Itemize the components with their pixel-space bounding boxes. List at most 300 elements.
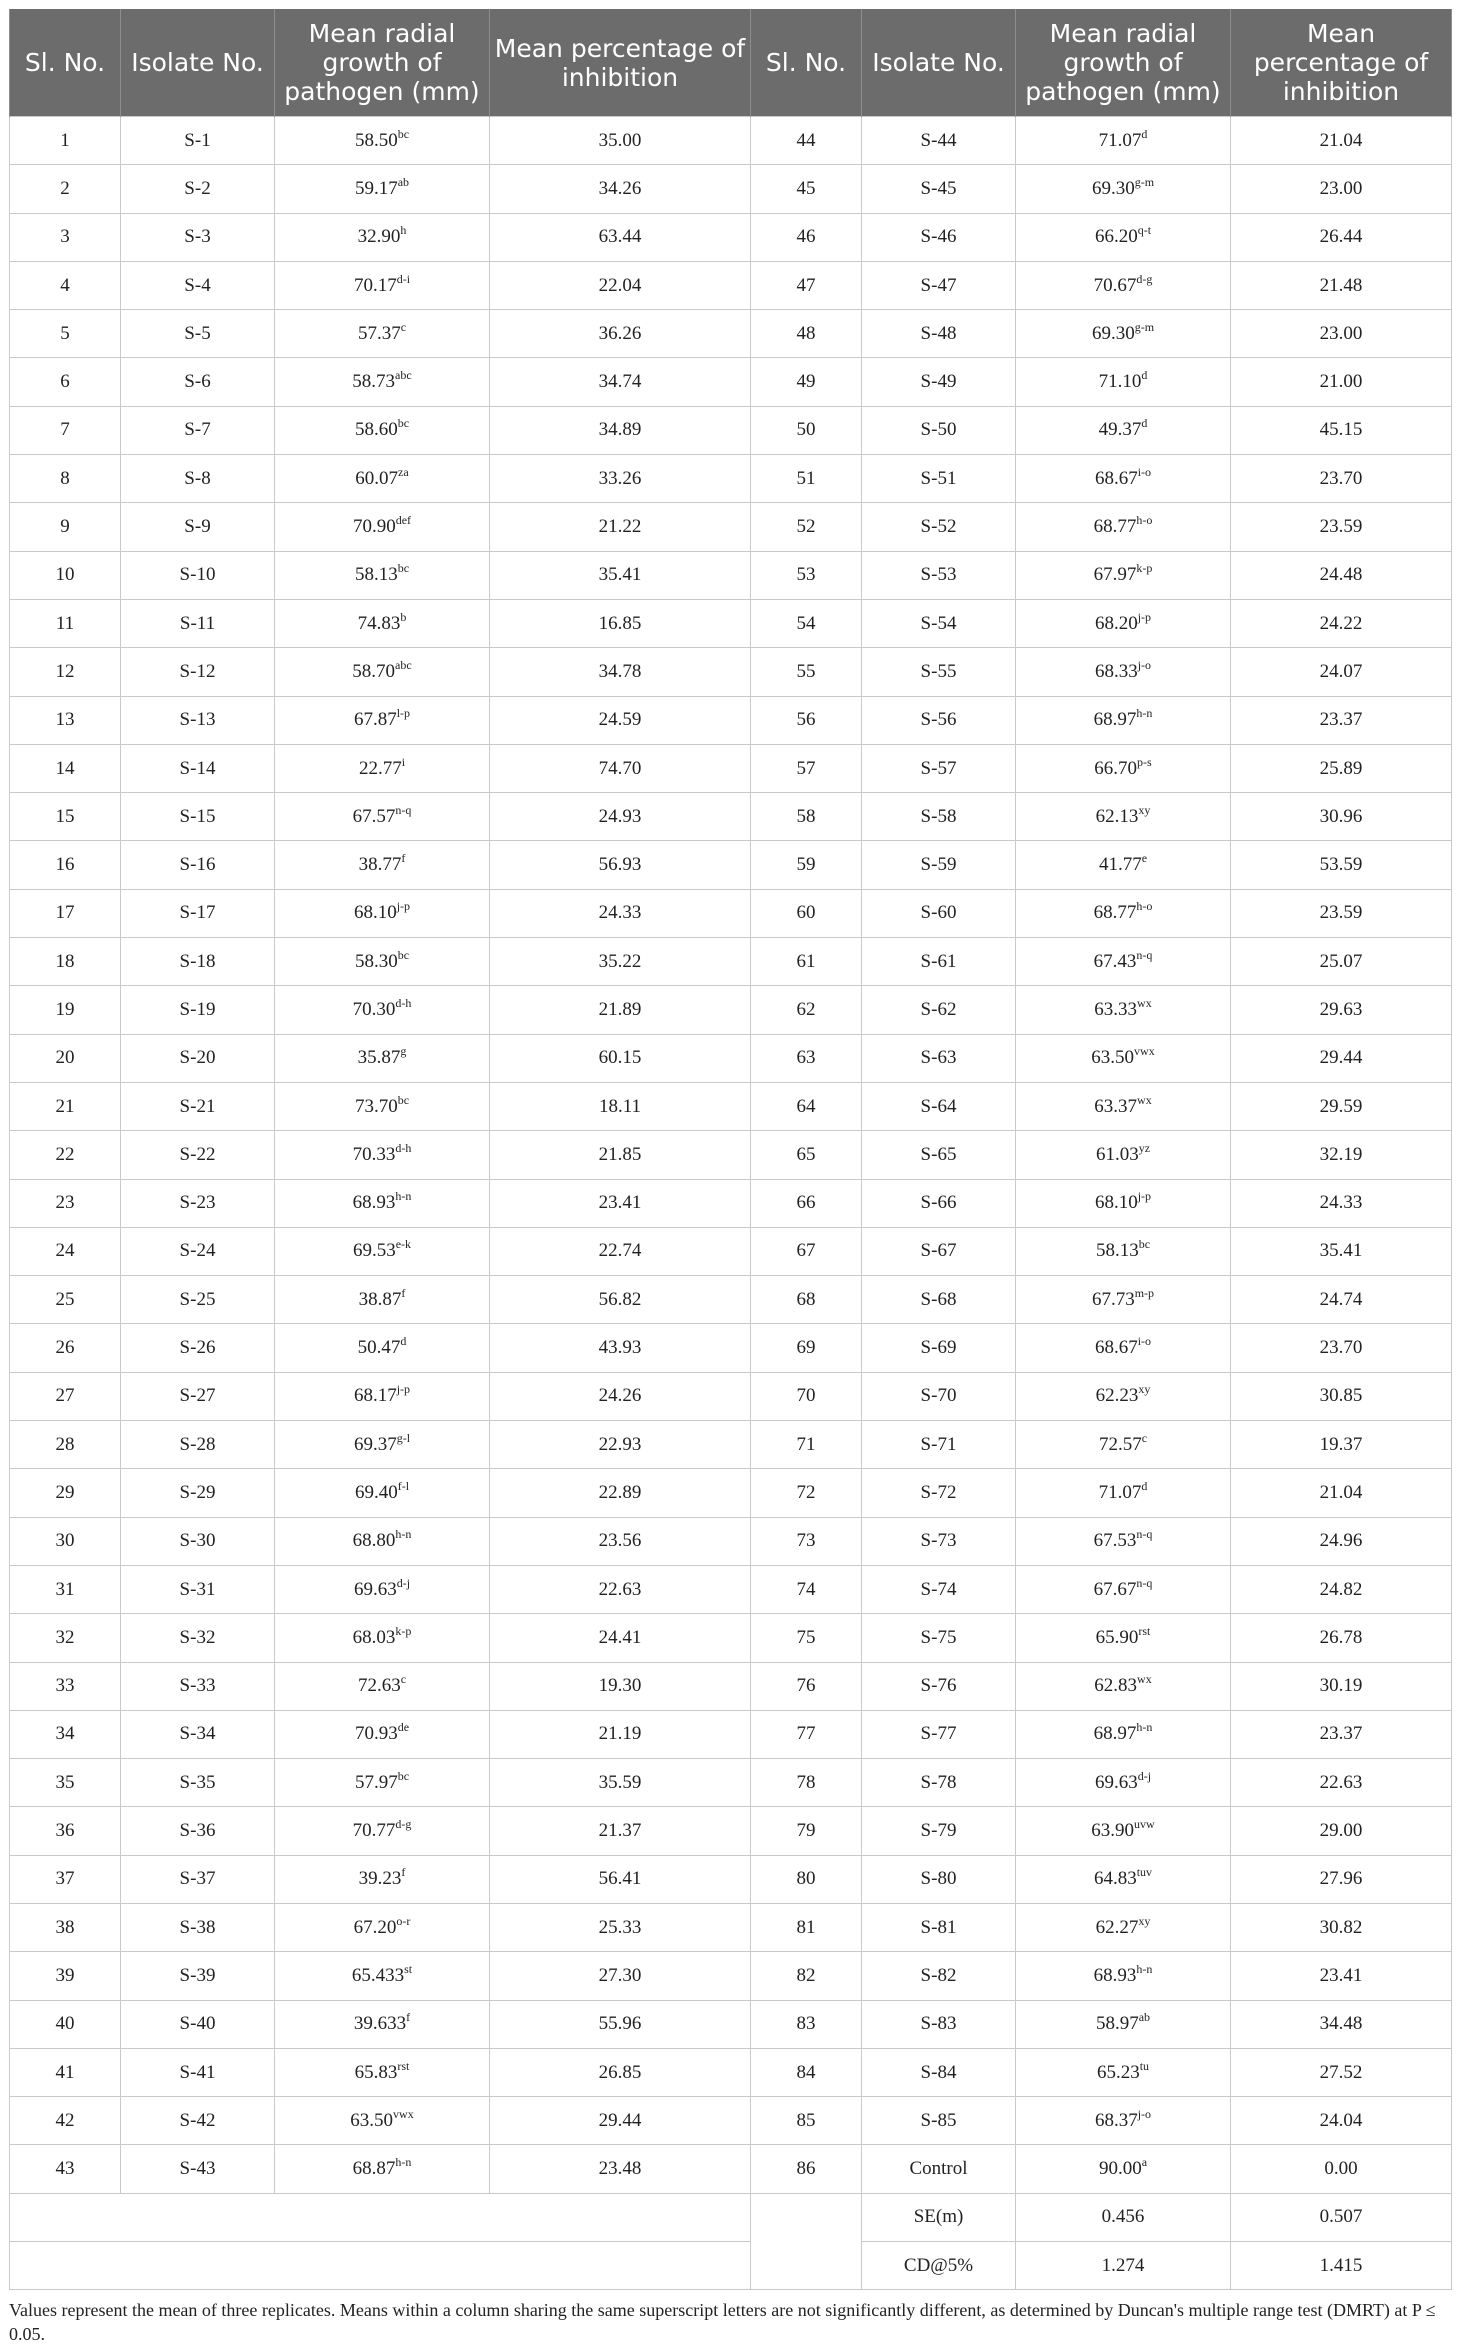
sl-no-cell-value: 40	[55, 2013, 75, 2035]
isolate-cell	[862, 1855, 1016, 1903]
inhibition-cell	[490, 696, 751, 744]
isolate-cell-value: S-19	[179, 998, 216, 1020]
growth-cell-value: 61.03	[1095, 1143, 1139, 1165]
sl-no-cell	[751, 358, 862, 406]
inhibition-cell	[490, 213, 751, 261]
sl-no-cell-value: 85	[796, 2109, 816, 2131]
inhibition-cell-value: 27.30	[598, 1964, 642, 1986]
sl-no-cell	[10, 551, 121, 599]
growth-cell-value: 68.80	[352, 1530, 396, 1552]
inhibition-cell-value: 56.41	[598, 1868, 642, 1890]
sl-no-cell-value: 10	[55, 564, 75, 586]
sl-no-cell-value: 64	[796, 1095, 816, 1117]
isolate-cell	[862, 358, 1016, 406]
significance-letters: za	[398, 464, 409, 479]
isolate-cell	[121, 165, 275, 213]
isolate-cell	[862, 503, 1016, 551]
growth-cell	[275, 1710, 490, 1758]
sl-no-cell-value: 19	[55, 998, 75, 1020]
growth-cell	[275, 1034, 490, 1082]
growth-cell	[1016, 1565, 1231, 1613]
inhibition-cell-value: 30.96	[1319, 805, 1363, 827]
inhibition-cell	[1231, 1952, 1452, 2000]
sl-no-cell	[751, 1372, 862, 1420]
growth-cell-value: 69.63	[1094, 1771, 1138, 1793]
sl-no-cell-value: 41	[55, 2061, 75, 2083]
growth-cell	[275, 406, 490, 454]
inhibition-cell-value: 30.82	[1319, 1916, 1363, 1938]
isolate-cell-value: S-59	[920, 854, 957, 876]
stat-inhibition-cell	[1231, 2193, 1452, 2241]
growth-cell-value: 68.10	[353, 902, 397, 924]
sl-no-cell-value: 26	[55, 1337, 75, 1359]
isolate-cell	[862, 1276, 1016, 1324]
inhibition-cell-value: 24.59	[598, 709, 642, 731]
inhibition-cell	[490, 1565, 751, 1613]
isolate-cell	[121, 696, 275, 744]
sl-no-cell-value: 83	[796, 2013, 816, 2035]
growth-cell	[275, 1227, 490, 1275]
inhibition-cell	[1231, 696, 1452, 744]
isolate-cell	[121, 1759, 275, 1807]
isolate-cell-value: S-71	[920, 1433, 957, 1455]
inhibition-cell	[490, 455, 751, 503]
isolate-cell	[121, 1034, 275, 1082]
growth-cell-value: 70.17	[353, 274, 397, 296]
inhibition-cell	[1231, 1372, 1452, 1420]
isolate-cell	[121, 503, 275, 551]
inhibition-cell	[490, 310, 751, 358]
isolate-cell	[121, 2000, 275, 2048]
growth-cell-value: 64.83	[1093, 1868, 1137, 1890]
inhibition-cell	[1231, 2048, 1452, 2096]
significance-letters: h-n	[395, 1189, 412, 1204]
growth-cell-value: 71.10	[1098, 371, 1142, 393]
isolate-cell-value: S-21	[179, 1095, 216, 1117]
sl-no-cell	[10, 696, 121, 744]
sl-no-cell	[10, 117, 121, 165]
inhibition-cell-value: 55.96	[598, 2013, 642, 2035]
significance-letters: abc	[395, 657, 412, 672]
significance-letters: d-h	[395, 1140, 412, 1155]
table-row	[10, 551, 1452, 599]
inhibition-cell	[490, 648, 751, 696]
growth-cell	[1016, 503, 1231, 551]
significance-letters: h-o	[1136, 513, 1153, 528]
growth-cell	[1016, 1952, 1231, 2000]
table-row	[10, 503, 1452, 551]
growth-cell-value: 68.97	[1093, 1723, 1137, 1745]
isolate-cell-value: S-26	[179, 1337, 216, 1359]
sl-no-cell-value: 34	[55, 1723, 75, 1745]
sl-no-cell-value: 6	[60, 371, 70, 393]
sl-no-cell-value: 45	[796, 177, 816, 199]
isolate-cell-value: S-9	[184, 516, 211, 538]
sl-no-cell	[10, 1421, 121, 1469]
growth-cell-value: 68.10	[1094, 1192, 1138, 1214]
isolate-cell	[121, 1227, 275, 1275]
significance-letters: d-h	[395, 995, 412, 1010]
table-row	[10, 744, 1452, 792]
isolate-cell	[862, 1759, 1016, 1807]
inhibition-cell	[1231, 1227, 1452, 1275]
significance-letters: k-p	[1136, 561, 1153, 576]
inhibition-cell-value: 24.33	[598, 902, 642, 924]
table-row	[10, 1614, 1452, 1662]
isolate-cell-value: S-20	[179, 1047, 216, 1069]
growth-cell	[1016, 1372, 1231, 1420]
growth-cell	[1016, 1807, 1231, 1855]
isolate-cell	[862, 1807, 1016, 1855]
sl-no-cell	[751, 2145, 862, 2193]
growth-cell	[275, 1614, 490, 1662]
inhibition-cell-value: 23.41	[598, 1192, 642, 1214]
stat-label-cell	[862, 2193, 1016, 2241]
growth-cell-value: 38.77	[358, 854, 402, 876]
sl-no-cell-value: 69	[796, 1337, 816, 1359]
sl-no-cell-value: 75	[796, 1626, 816, 1648]
inhibition-cell	[1231, 599, 1452, 647]
sl-no-cell	[10, 1469, 121, 1517]
inhibition-cell	[490, 1517, 751, 1565]
growth-cell-value: 58.70	[352, 660, 396, 682]
significance-letters: vwx	[393, 2106, 414, 2121]
isolate-cell	[862, 455, 1016, 503]
sl-no-cell	[751, 1034, 862, 1082]
isolate-cell-value: S-23	[179, 1192, 216, 1214]
inhibition-cell	[1231, 1855, 1452, 1903]
growth-cell-value: 70.67	[1093, 274, 1137, 296]
significance-letters: c	[400, 319, 407, 334]
isolate-cell	[862, 1469, 1016, 1517]
isolate-cell-value: S-78	[920, 1771, 957, 1793]
header-mean-inhibition: Mean percentage of inhibition	[490, 9, 751, 117]
inhibition-cell	[490, 1903, 751, 1951]
growth-cell-value: 69.30	[1091, 322, 1135, 344]
sl-no-cell-value: 8	[60, 467, 70, 489]
sl-no-cell	[10, 2000, 121, 2048]
sl-no-cell	[751, 1421, 862, 1469]
header-mean-inhibition-right: Mean percentage of inhibition	[1231, 9, 1452, 117]
inhibition-cell-value: 23.37	[1319, 709, 1363, 731]
inhibition-cell-value: 21.22	[598, 516, 642, 538]
significance-letters: bc	[397, 126, 410, 141]
header-mean-radial-growth: Mean radial growth of pathogen (mm)	[275, 9, 490, 117]
inhibition-cell	[1231, 503, 1452, 551]
growth-cell	[275, 1372, 490, 1420]
isolate-cell	[121, 1565, 275, 1613]
isolate-cell-value: S-44	[920, 129, 957, 151]
inhibition-cell-value: 24.04	[1319, 2109, 1363, 2131]
growth-cell-value: 72.63	[357, 1675, 401, 1697]
header-sl-no: Sl. No.	[10, 9, 121, 117]
growth-cell	[1016, 1759, 1231, 1807]
inhibition-cell-value: 18.11	[598, 1095, 642, 1117]
inhibition-cell-value: 25.33	[598, 1916, 642, 1938]
sl-no-cell	[751, 2000, 862, 2048]
inhibition-cell-value: 24.41	[598, 1626, 642, 1648]
isolate-cell-value: S-60	[920, 902, 957, 924]
sl-no-cell-value: 38	[55, 1916, 75, 1938]
growth-cell-value: 68.87	[352, 2158, 396, 2180]
inhibition-cell	[1231, 1034, 1452, 1082]
table-row	[10, 1855, 1452, 1903]
inhibition-cell	[490, 1952, 751, 2000]
significance-letters: ab	[397, 174, 410, 189]
growth-cell	[1016, 455, 1231, 503]
growth-cell	[1016, 2145, 1231, 2193]
growth-cell	[275, 1421, 490, 1469]
isolate-cell	[121, 1276, 275, 1324]
inhibition-cell	[490, 889, 751, 937]
inhibition-cell	[490, 406, 751, 454]
inhibition-cell	[490, 261, 751, 309]
inhibition-cell-value: 30.19	[1319, 1675, 1363, 1697]
significance-letters: i-o	[1137, 1334, 1152, 1349]
significance-letters: f	[401, 1865, 406, 1880]
table-row	[10, 2242, 1452, 2290]
sl-no-cell-value: 66	[796, 1192, 816, 1214]
isolate-cell	[121, 599, 275, 647]
sl-no-cell	[751, 1131, 862, 1179]
sl-no-cell-value: 42	[55, 2109, 75, 2131]
significance-letters: f-l	[397, 1478, 410, 1493]
growth-cell-value: 68.20	[1094, 612, 1138, 634]
growth-cell-value: 68.03	[352, 1626, 396, 1648]
blank-cell	[751, 2193, 862, 2290]
table-row	[10, 889, 1452, 937]
isolate-cell-value: S-68	[920, 1288, 957, 1310]
inhibition-cell	[1231, 2097, 1452, 2145]
growth-cell-value: 49.37	[1098, 419, 1142, 441]
isolate-cell	[862, 1421, 1016, 1469]
growth-cell	[275, 1082, 490, 1130]
growth-cell-value: 68.37	[1094, 2109, 1138, 2131]
growth-cell	[275, 261, 490, 309]
significance-letters: i-o	[1137, 464, 1152, 479]
inhibition-cell-value: 36.26	[598, 322, 642, 344]
isolate-cell-value: S-13	[179, 709, 216, 731]
sl-no-cell	[10, 2145, 121, 2193]
significance-letters: bc	[1138, 1237, 1151, 1252]
sl-no-cell-value: 21	[55, 1095, 75, 1117]
isolate-cell	[121, 551, 275, 599]
sl-no-cell	[751, 1565, 862, 1613]
sl-no-cell	[10, 455, 121, 503]
isolate-cell-value: S-80	[920, 1868, 957, 1890]
growth-cell-value: 68.33	[1094, 660, 1138, 682]
sl-no-cell	[10, 1082, 121, 1130]
table-row	[10, 841, 1452, 889]
inhibition-cell	[1231, 986, 1452, 1034]
inhibition-cell	[1231, 358, 1452, 406]
growth-cell-value: 58.13	[354, 564, 398, 586]
inhibition-cell-value: 21.37	[598, 1820, 642, 1842]
isolate-cell	[862, 1517, 1016, 1565]
growth-cell	[275, 841, 490, 889]
isolate-cell-value: S-7	[184, 419, 211, 441]
isolate-cell-value: S-5	[184, 322, 211, 344]
sl-no-cell	[10, 261, 121, 309]
sl-no-cell-value: 4	[60, 274, 70, 296]
inhibition-cell-value: 35.22	[598, 950, 642, 972]
inhibition-cell	[490, 1469, 751, 1517]
sl-no-cell-value: 68	[796, 1288, 816, 1310]
sl-no-cell	[751, 938, 862, 986]
inhibition-cell	[1231, 1179, 1452, 1227]
isolate-cell-value: S-47	[920, 274, 957, 296]
inhibition-cell-value: 21.48	[1319, 274, 1363, 296]
sl-no-cell-value: 50	[796, 419, 816, 441]
inhibition-cell-value: 56.93	[598, 854, 642, 876]
inhibition-cell-value: 25.07	[1319, 950, 1363, 972]
sl-no-cell	[10, 1324, 121, 1372]
sl-no-cell	[751, 1710, 862, 1758]
isolate-cell-value: S-17	[179, 902, 216, 924]
sl-no-cell-value: 24	[55, 1240, 75, 1262]
sl-no-cell	[10, 1952, 121, 2000]
growth-cell	[275, 1179, 490, 1227]
inhibition-cell-value: 23.70	[1319, 467, 1363, 489]
significance-letters: l-p	[396, 706, 411, 721]
growth-cell-value: 68.17	[353, 1385, 397, 1407]
isolate-cell	[121, 1855, 275, 1903]
table-row	[10, 696, 1452, 744]
inhibition-cell	[1231, 406, 1452, 454]
growth-cell-value: 70.30	[352, 998, 396, 1020]
significance-letters: d	[1141, 126, 1148, 141]
significance-letters: c	[1141, 1430, 1148, 1445]
sl-no-cell	[751, 1517, 862, 1565]
growth-cell	[1016, 793, 1231, 841]
sl-no-cell-value: 76	[796, 1675, 816, 1697]
inhibition-cell-value: 34.89	[598, 419, 642, 441]
inhibition-cell-value: 45.15	[1319, 419, 1363, 441]
significance-letters: j-p	[1137, 1189, 1152, 1204]
growth-cell-value: 58.60	[354, 419, 398, 441]
inhibition-cell-value: 26.78	[1319, 1626, 1363, 1648]
isolate-cell	[862, 744, 1016, 792]
sl-no-cell-value: 36	[55, 1820, 75, 1842]
significance-letters: d-g	[395, 1817, 412, 1832]
growth-cell-value: 41.77	[1098, 854, 1142, 876]
sl-no-cell-value: 56	[796, 709, 816, 731]
significance-letters: bc	[397, 416, 410, 431]
sl-no-cell-value: 30	[55, 1530, 75, 1552]
sl-no-cell-value: 55	[796, 660, 816, 682]
inhibition-cell-value: 19.30	[598, 1675, 642, 1697]
growth-cell-value: 69.37	[353, 1433, 397, 1455]
isolate-cell-value: S-38	[179, 1916, 216, 1938]
isolate-cell-value: S-41	[179, 2061, 216, 2083]
table-row	[10, 986, 1452, 1034]
inhibition-cell-value: 23.00	[1319, 322, 1363, 344]
growth-cell-value: 67.73	[1091, 1288, 1135, 1310]
isolate-cell-value: S-2	[184, 177, 211, 199]
sl-no-cell	[10, 841, 121, 889]
growth-cell-value: 50.47	[357, 1337, 401, 1359]
inhibition-cell-value: 26.85	[598, 2061, 642, 2083]
sl-no-cell-value: 74	[796, 1578, 816, 1600]
inhibition-cell-value: 27.52	[1319, 2061, 1363, 2083]
significance-letters: tuv	[1136, 1865, 1153, 1880]
sl-no-cell-value: 79	[796, 1820, 816, 1842]
inhibition-cell	[1231, 310, 1452, 358]
isolate-cell	[862, 1082, 1016, 1130]
significance-letters: d-j	[396, 1575, 411, 1590]
isolate-cell-value: S-24	[179, 1240, 216, 1262]
inhibition-cell	[490, 793, 751, 841]
inhibition-cell	[1231, 261, 1452, 309]
sl-no-cell-value: 78	[796, 1771, 816, 1793]
inhibition-cell-value: 24.26	[598, 1385, 642, 1407]
growth-cell	[1016, 1276, 1231, 1324]
growth-cell-value: 39.23	[358, 1868, 402, 1890]
sl-no-cell	[751, 406, 862, 454]
sl-no-cell	[10, 406, 121, 454]
inhibition-cell	[490, 1855, 751, 1903]
isolate-cell-value: S-14	[179, 757, 216, 779]
inhibition-cell-value: 24.22	[1319, 612, 1363, 634]
inhibition-cell	[1231, 165, 1452, 213]
inhibition-cell	[1231, 1903, 1452, 1951]
inhibition-cell-value: 25.89	[1319, 757, 1363, 779]
growth-cell	[1016, 1614, 1231, 1662]
growth-cell-value: 35.87	[357, 1047, 401, 1069]
inhibition-cell-value: 34.74	[598, 371, 642, 393]
blank-cell	[10, 2193, 751, 2241]
significance-letters: h-n	[1136, 1720, 1153, 1735]
isolate-cell-value: S-66	[920, 1192, 957, 1214]
inhibition-cell-value: 21.89	[598, 998, 642, 1020]
significance-letters: f	[406, 2010, 411, 2025]
isolate-cell-value: S-12	[179, 660, 216, 682]
inhibition-cell	[490, 1662, 751, 1710]
growth-cell	[275, 2000, 490, 2048]
growth-cell	[275, 1517, 490, 1565]
sl-no-cell-value: 7	[60, 419, 70, 441]
isolate-cell-value: S-11	[179, 612, 216, 634]
growth-cell-value: 70.77	[352, 1820, 396, 1842]
sl-no-cell	[10, 165, 121, 213]
growth-cell	[1016, 1469, 1231, 1517]
sl-no-cell-value: 5	[60, 322, 70, 344]
sl-no-cell	[10, 1759, 121, 1807]
sl-no-cell	[751, 213, 862, 261]
isolate-cell-value: S-72	[920, 1481, 957, 1503]
inhibition-cell	[490, 358, 751, 406]
sl-no-cell-value: 65	[796, 1143, 816, 1165]
header-row	[10, 9, 1452, 117]
sl-no-cell-value: 22	[55, 1143, 75, 1165]
table-row	[10, 1034, 1452, 1082]
sl-no-cell-value: 27	[55, 1385, 75, 1407]
growth-cell-value: 69.53	[352, 1240, 396, 1262]
growth-cell-value: 38.87	[358, 1288, 402, 1310]
sl-no-cell-value: 29	[55, 1481, 75, 1503]
significance-letters: st	[404, 1961, 413, 1976]
sl-no-cell-value: 54	[796, 612, 816, 634]
table-row	[10, 261, 1452, 309]
isolate-cell	[862, 2000, 1016, 2048]
isolate-cell-value: S-69	[920, 1337, 957, 1359]
isolate-cell	[862, 1662, 1016, 1710]
header-sl-no-right: Sl. No.	[751, 9, 862, 117]
sl-no-cell-value: 2	[60, 177, 70, 199]
sl-no-cell-value: 32	[55, 1626, 75, 1648]
significance-letters: rst	[397, 2058, 410, 2073]
inhibition-cell	[1231, 1131, 1452, 1179]
